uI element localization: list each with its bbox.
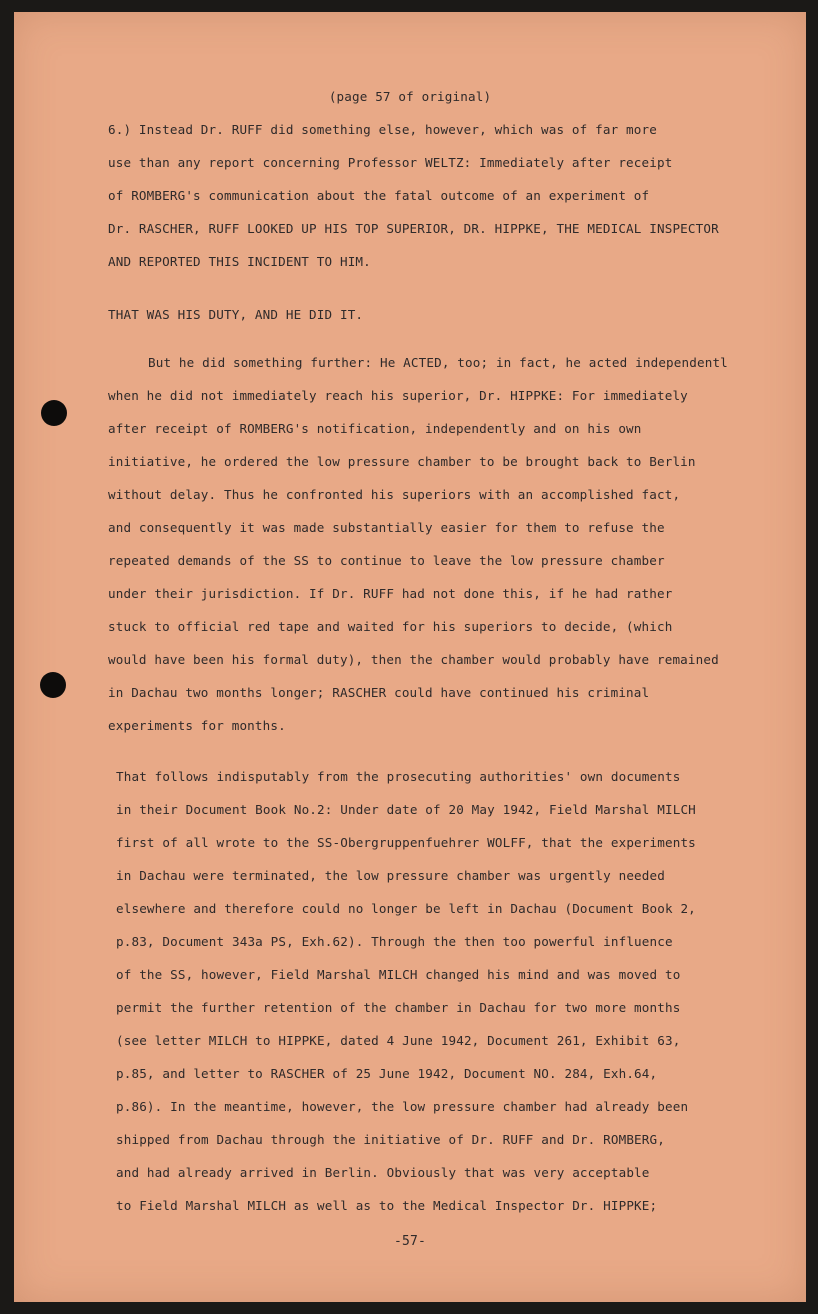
text-line: Dr. RASCHER, RUFF LOOKED UP HIS TOP SUPERIOR, DR. HIPPKE, THE MEDICAL INSPECTOR (108, 221, 719, 236)
punch-hole (41, 400, 67, 426)
text-line: THAT WAS HIS DUTY, AND HE DID IT. (108, 307, 364, 322)
text-line: initiative, he ordered the low pressure chamber to be brought back to Berlin (108, 454, 696, 469)
text-line: p.85, and letter to RASCHER of 25 June 1942, Document NO. 284, Exh.64, (116, 1066, 658, 1081)
text-line: use than any report concerning Professor WELTZ: Immediately after receipt (108, 155, 673, 170)
text-line: without delay. Thus he confronted his superiors with an accomplished fact, (108, 487, 681, 502)
text-line: p.86). In the meantime, however, the low pressure chamber had already been (116, 1099, 689, 1114)
text-line: under their jurisdiction. If Dr. RUFF had not done this, if he had rather (108, 586, 673, 601)
text-line: (see letter MILCH to HIPPKE, dated 4 June 1942, Document 261, Exhibit 63, (116, 1033, 681, 1048)
text-line: and consequently it was made substantially easier for them to refuse the (108, 520, 665, 535)
page-header: (page 57 of original) (328, 89, 492, 104)
text-line: elsewhere and therefore could no longer be left in Dachau (Document Book 2, (116, 901, 696, 916)
text-line: experiments for months. (108, 718, 286, 733)
text-line: of the SS, however, Field Marshal MILCH changed his mind and was moved to (116, 967, 681, 982)
text-line: permit the further retention of the chamber in Dachau for two more months (116, 1000, 681, 1015)
text-line: But he did something further: He ACTED, too; in fact, he acted independentl (148, 355, 728, 370)
text-line: in Dachau were terminated, the low pressure chamber was urgently needed (116, 868, 665, 883)
text-line: in Dachau two months longer; RASCHER could have continued his criminal (108, 685, 650, 700)
text-line: to Field Marshal MILCH as well as to the Medical Inspector Dr. HIPPKE; (116, 1198, 658, 1213)
text-line: That follows indisputably from the prosecuting authorities' own documents (116, 769, 681, 784)
text-line: and had already arrived in Berlin. Obviously that was very acceptable (116, 1165, 650, 1180)
text-line: would have been his formal duty), then the chamber would probably have remained (108, 652, 719, 667)
text-line: repeated demands of the SS to continue to leave the low pressure chamber (108, 553, 665, 568)
text-line: AND REPORTED THIS INCIDENT TO HIM. (108, 254, 371, 269)
text-line: when he did not immediately reach his superior, Dr. HIPPKE: For immediately (108, 388, 688, 403)
text-line: 6.) Instead Dr. RUFF did something else, however, which was of far more (108, 122, 657, 137)
text-line: of ROMBERG's communication about the fatal outcome of an experiment of (108, 188, 650, 203)
punch-hole (40, 672, 66, 698)
text-line: after receipt of ROMBERG's notification, independently and on his own (108, 421, 642, 436)
text-line: stuck to official red tape and waited for his superiors to decide, (which (108, 619, 673, 634)
text-line: p.83, Document 343a PS, Exh.62). Through the then too powerful influence (116, 934, 673, 949)
page-number: -57- (394, 1234, 426, 1249)
document-page (14, 12, 806, 1302)
text-line: in their Document Book No.2: Under date of 20 May 1942, Field Marshal MILCH (116, 802, 696, 817)
text-line: shipped from Dachau through the initiative of Dr. RUFF and Dr. ROMBERG, (116, 1132, 665, 1147)
text-line: first of all wrote to the SS-Obergruppenfuehrer WOLFF, that the experiments (116, 835, 696, 850)
